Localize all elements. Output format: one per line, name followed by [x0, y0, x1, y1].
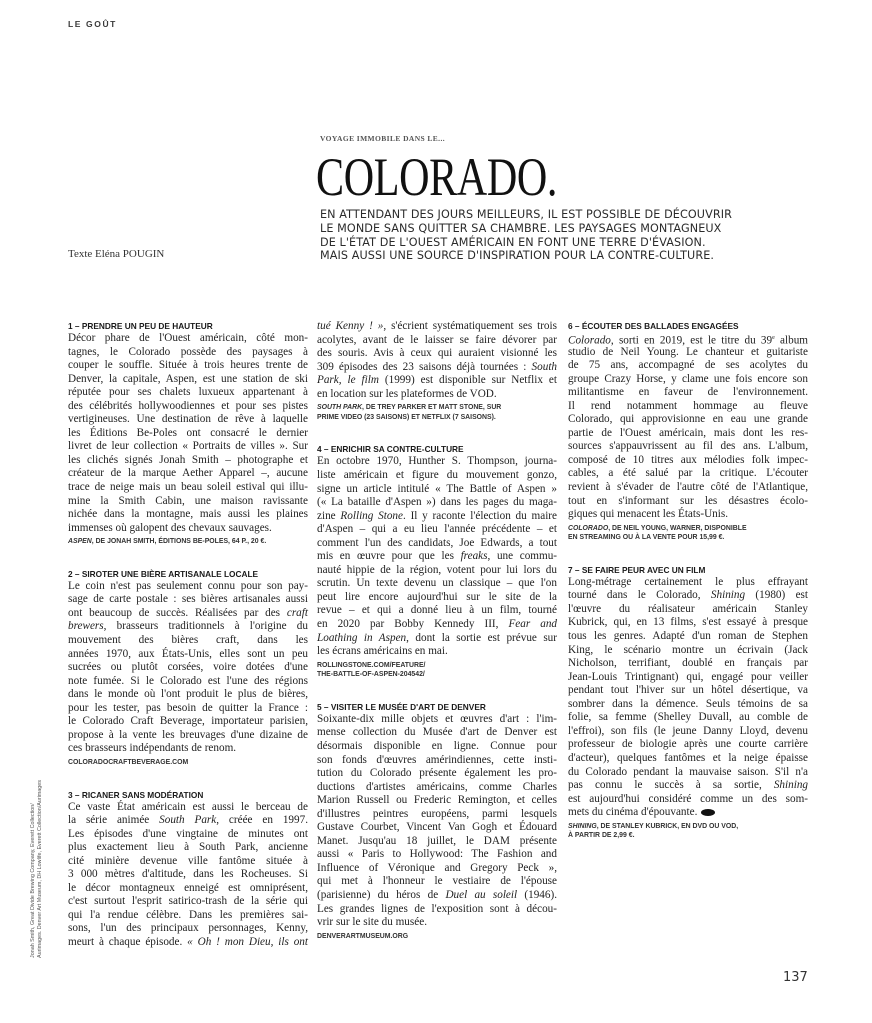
body-line: les écrans américains en mai. — [317, 645, 448, 658]
body-line: couper le souffle. Située à trois heures trente de — [68, 359, 308, 372]
section-heading: 7 – SE FAIRE PEUR AVEC UN FILM — [568, 564, 706, 575]
body-line: tous les genres. Adapté d'un roman de Stephen — [568, 630, 808, 643]
section-link: COLORADOCRAFTBEVERAGE.COM — [68, 758, 189, 766]
body-line: le Colorado Craft Beverage, importateur parisien, — [68, 715, 308, 728]
body-line: cité minière devenue ville fantôme située à — [68, 854, 308, 867]
body-line — [568, 332, 808, 346]
section-link: DENVERARTMUSEUM.ORG — [317, 932, 409, 940]
body-line: Gustave Courbet, Vincent Van Gogh et Édouard — [317, 821, 557, 834]
section-3-continued — [317, 320, 557, 422]
section-body — [68, 332, 308, 535]
body-line: d'acteur), quelques fantômes et la neige épaisse — [568, 751, 808, 764]
body-line — [317, 618, 557, 632]
body-line: Long-métrage certainement le plus effrayant — [568, 575, 808, 588]
author-byline: Texte Eléna POUGIN — [68, 248, 165, 260]
text-run-italic: Duel au soleil — [445, 888, 518, 901]
text-run: ont beaucoup de succès. Réalisées par des — [68, 606, 281, 619]
caption-text: , DE NEIL YOUNG, WARNER, DISPONIBLE — [608, 524, 747, 532]
body-line — [568, 779, 808, 793]
text-run-italic: Shining — [710, 589, 746, 602]
section-heading: 1 – PRENDRE UN PEU DE HAUTEUR — [68, 321, 213, 331]
text-run: , une commu- — [487, 550, 558, 563]
text-run-italic: Shining — [773, 779, 809, 792]
text-run-italic: craft — [286, 606, 308, 619]
text-run: . Il y raconte l'élection du maire — [403, 509, 557, 522]
standfirst-line: MAIS AUSSI UNE SOURCE D'INSPIRATION POUR LA CONTRE-CULTURE. — [320, 249, 715, 263]
caption-text: À PARTIR DE 2,99 €. — [568, 832, 635, 840]
body-line: Influence of Véronique and Gregory Peck », — [317, 861, 557, 874]
text-run-italic: South Park — [159, 814, 217, 827]
section-4 — [317, 443, 557, 679]
section-caption — [568, 524, 808, 543]
body-line: propose à la vente les breuvages d'une dizaine de — [68, 728, 308, 741]
caption-text: , DE JONAH SMITH, ÉDITIONS BE-POLES, 64 P., 20 €. — [91, 538, 267, 546]
body-line: vertigineuses. Une destination de rêve à laquelle — [68, 413, 308, 426]
body-line: des souris. Avis à ceux qui auraient visionné les — [317, 347, 557, 360]
body-line: réputée pour ses chalets luxueux appartenant à — [68, 386, 308, 399]
section-label: LE GOÛT — [68, 19, 117, 29]
body-line — [568, 806, 808, 820]
body-line — [317, 550, 557, 564]
section-7 — [568, 564, 808, 841]
text-run: (1946). — [517, 888, 558, 901]
body-line: acolytes, avant de le laisser se faire dévorer par — [317, 333, 557, 346]
body-line: mouvement des bières craft, dans les — [68, 633, 308, 646]
body-line — [68, 620, 308, 634]
body-line: nauté hippie de la région, votent pour lui lors du — [317, 563, 557, 576]
text-run: , dont la sortie est prévue sur — [406, 631, 558, 644]
text-run-italic: Rolling Stone — [340, 509, 403, 522]
body-line: Les grandes lignes de l'exposition sont à décou- — [317, 902, 557, 915]
body-line: composé de 10 titres aux mélodies folk impec- — [568, 453, 808, 466]
section-body — [317, 455, 557, 658]
body-line: groupe Crazy Horse, y clame une fois encore son — [568, 372, 808, 385]
text-run-italic: « Oh ! mon Dieu, ils ont — [187, 935, 309, 948]
body-line — [68, 814, 308, 828]
body-line: Les épisodes d'une vingtaine de minutes ont — [68, 827, 308, 840]
text-run-italic: freaks — [460, 550, 488, 563]
body-line: trace de neige mais un beau soleil estival qui illu- — [68, 481, 308, 494]
body-line: les clichés signés Jonah Smith – photographe et — [68, 453, 308, 466]
section-heading: 5 – VISITER LE MUSÉE D'ART DE DENVER — [317, 701, 486, 712]
standfirst — [320, 208, 820, 263]
end-of-article-icon — [701, 809, 715, 816]
text-run: (1999) est disponible sur Netflix et — [378, 374, 557, 387]
body-line: liste américain et figure du mouvement gonzo, — [317, 469, 557, 482]
body-line: l'œuvre du réalisateur américain Stanley — [568, 602, 808, 615]
caption-title: COLORADO — [568, 524, 609, 532]
body-line: années 1970, aux États-Unis, elles sont un peu — [68, 647, 308, 660]
body-line: d'Aspen – qui a eu lieu l'année précédente – et — [317, 523, 557, 536]
text-run-italic: brewers — [68, 620, 104, 633]
body-line: immenses où galopent des chevaux sauvages. — [68, 521, 272, 534]
text-run: mets du cinéma d'épouvante. — [568, 806, 698, 819]
text-run-italic: South — [531, 360, 558, 373]
section-caption — [568, 822, 808, 841]
body-line: revient à s'évader de l'autre côté de l'Atlantique, — [568, 481, 808, 494]
section-body — [317, 713, 557, 930]
body-line: revue – et qui a donné lieu à un film, tourné — [317, 604, 557, 617]
body-line: en location sur les plateformes de VOD. — [317, 387, 497, 400]
body-line: sources s'appauvrissent au fil des ans. L'album, — [568, 440, 808, 453]
body-line — [68, 936, 308, 950]
caption-text: , DE STANLEY KUBRICK, EN DVD OU VOD, — [596, 822, 739, 830]
body-line: qui met à l'honneur le vestiaire de l'épouse — [317, 875, 557, 888]
text-run: album — [774, 334, 808, 347]
section-caption — [68, 537, 308, 547]
body-line: Le coin n'est pas seulement connu pour son pay- — [68, 579, 308, 592]
text-run: , s'écrient systématiquement ses trois — [383, 320, 557, 332]
text-run: la série animée — [68, 814, 150, 827]
body-line: le décor montagneux enneigé est omniprésent, — [68, 881, 308, 894]
body-line: Colorado, qui approvisionne en eau une grande — [568, 413, 808, 426]
text-run: zine — [317, 509, 336, 522]
text-run: , sorti en 2019, est le titre du 39 — [610, 334, 773, 347]
text-run: pas connu le succès à sa sortie, — [568, 779, 762, 792]
page-title: COLORADO. — [316, 147, 558, 207]
text-run-italic: tué Kenny ! » — [317, 320, 384, 332]
text-run: (parisienne) du héros de — [317, 888, 439, 901]
body-line: désormais disponible en ligne. Connue pour — [317, 739, 557, 752]
body-line: Nicholson, terrifiant, doublé en français par — [568, 657, 808, 670]
body-line: Manet. Jusqu'au 18 juillet, le DAM présente — [317, 834, 557, 847]
caption-title: SOUTH PARK — [317, 404, 363, 412]
section-3 — [68, 789, 308, 950]
text-run: mis en œuvre pour que les — [317, 550, 454, 563]
section-link — [317, 661, 557, 680]
body-line: son fonds d'œuvres amérindiennes, cette insti- — [317, 753, 557, 766]
photo-credits — [30, 708, 44, 958]
body-line: aussi « Paris to Hollywood: The Fashion and — [317, 848, 557, 861]
body-line: sage de carte postale : ses bières artisanales aussi — [68, 593, 308, 606]
body-line: Décor phare de l'Ouest américain, côté mon- — [68, 332, 308, 344]
credit-line: Aurimages. Denver Art Museum, DH Lowlife, Everett Collection/Aurimages — [37, 780, 43, 958]
body-line: mine la Smith Cabin, une maison ravissante — [68, 494, 308, 507]
page-number: 137 — [783, 970, 808, 985]
body-line: livret de leur collection « Portraits de villes ». Sur — [68, 440, 308, 453]
standfirst-line: EN ATTENDANT DES JOURS MEILLEURS, IL EST POSSIBLE DE DÉCOUVRIR — [320, 208, 732, 221]
body-line: des célébrités hollywoodiennes et pour ses pistes — [68, 399, 308, 412]
caption-text: EN STREAMING OU À LA VENTE POUR 15,99 €. — [568, 534, 725, 542]
caption-title: SHINING — [568, 822, 597, 830]
body-line: l'effroi), son fils (le jeune Danny Lloyd, devenu — [568, 724, 808, 737]
body-line — [317, 361, 557, 375]
body-line: giques qui menacent les États-Unis. — [568, 508, 729, 521]
body-line: professeur de biologie après une courte carrière — [568, 738, 808, 751]
body-line: les Éditions Be-Poles ont consacré le dernier — [68, 426, 308, 439]
body-line: sucrées ou plutôt corsées, voire dotées d'une — [68, 661, 308, 674]
body-line: peut lire encore aujourd'hui sur le site de la — [317, 590, 557, 603]
text-run: (1980) est — [745, 589, 808, 602]
section-heading: 2 – SIROTER UNE BIÈRE ARTISANALE LOCALE — [68, 568, 259, 579]
body-line: En octobre 1970, Hunther S. Thompson, journa- — [317, 455, 557, 468]
section-2 — [68, 568, 308, 768]
section-body — [317, 320, 557, 401]
body-line: Jean-Louis Trintignant) qui, engagé pour veiller — [568, 670, 808, 683]
body-line: ces brasseurs indépendants de renom. — [68, 742, 237, 755]
body-line: Kubrick, qui, en 13 films, s'est essayé à presque — [568, 616, 808, 629]
body-line: mense collection du Musée d'art de Denver est — [317, 726, 557, 739]
body-line: note fumée. Si le Colorado est l'une des régions — [68, 674, 308, 687]
body-line: scrutin. Un texte devenu un classique – que l'on — [317, 577, 557, 590]
text-run-italic: Loathing in Aspen — [317, 631, 407, 644]
text-run: meurt à chaque épisode. — [68, 935, 183, 948]
section-heading: 3 – RICANER SANS MODÉRATION — [68, 789, 204, 800]
credit-line: Jonah Smith, Great Divide Brewing Company, Everett Collection/ — [30, 803, 36, 958]
caption-title: ASPEN — [68, 538, 92, 546]
body-line: plus exactement lieu à South Park, ancienne — [68, 841, 308, 854]
body-line: signe un article intitulé « The Battle of Aspen » — [317, 482, 557, 495]
body-line: tution du Colorado présente également les pro- — [317, 767, 557, 780]
body-line: est aujourd'hui considéré comme un des som- — [568, 792, 808, 805]
body-line: pour les tester, pas besoin de quitter la France : — [68, 701, 308, 714]
body-line: pendant tout l'hiver sur un hôtel désertique, va — [568, 684, 808, 697]
body-line — [68, 607, 308, 621]
text-run: tourné dans le Colorado, — [568, 589, 701, 602]
body-line: dans le monde où l'ont produit le plus de bières, — [68, 688, 308, 701]
body-line: cables, a été salué par la critique. L'écouter — [568, 467, 808, 480]
text-run: 309 épisodes des 23 saisons déjà tournées : — [317, 360, 527, 373]
body-line: tagnes, le Colorado possède des paysages à — [68, 345, 308, 358]
section-heading: 4 – ENRICHIR SA CONTRE-CULTURE — [317, 444, 464, 455]
text-run: en 2020 par Bobby Kennedy III, — [317, 618, 499, 631]
body-line — [317, 374, 557, 388]
section-5 — [317, 701, 557, 941]
caption-text: , DE TREY PARKER ET MATT STONE, SUR — [362, 404, 502, 412]
body-line: nichée dans la montagne, mais aussi les plaines — [68, 508, 308, 521]
standfirst-line: DE L'ÉTAT DE L'OUEST AMÉRICAIN EN FONT UNE TERRE D'ÉVASION. — [320, 235, 706, 249]
kicker: VOYAGE IMMOBILE DANS LE... — [320, 134, 445, 143]
caption-text: PRIME VIDEO (23 SAISONS) ET NETFLIX (7 SAISONS). — [317, 413, 496, 421]
body-line: Ce vaste État américain est aussi le berceau de — [68, 800, 308, 813]
body-line: comment l'un des candidats, Joe Edwards, a tout — [317, 536, 557, 549]
text-run: , créée en 1997. — [216, 814, 308, 827]
section-caption — [317, 403, 557, 422]
superscript: e — [772, 335, 775, 341]
body-line: sons, l'un des principaux personnages, Kenny, — [68, 922, 308, 935]
body-line — [317, 320, 557, 334]
body-line: folie, sa femme (Shelley Duvall, au comble de — [568, 711, 808, 724]
body-line: King, le scénario montre un écrivain (Jack — [568, 643, 808, 656]
text-run-italic: Park, le film — [317, 374, 379, 387]
body-line — [317, 889, 557, 903]
section-heading: 6 – ÉCOUTER DES BALLADES ENGAGÉES — [568, 321, 739, 331]
body-line — [317, 632, 557, 646]
body-line — [568, 589, 808, 603]
body-line: ductions d'artistes américains, comme Charles — [317, 780, 557, 793]
caption-text: ROLLINGSTONE.COM/FEATURE/ — [317, 661, 426, 669]
section-body — [568, 332, 808, 522]
body-line: Marion Russell ou Frederic Remington, et celles — [317, 794, 557, 807]
body-line: sombrer dans la démence. Seuls témoins de sa — [568, 697, 808, 710]
section-body — [568, 576, 808, 820]
body-line: 3 000 mètres d'altitude, dans les Rocheuses. Si — [68, 868, 308, 881]
body-line: du Colorado pendant la mauvaise saison. S'il n'a — [568, 765, 808, 778]
body-line: tout en s'informant sur les désastres écolo- — [568, 494, 808, 507]
body-line: vrir sur le site du musée. — [317, 916, 427, 929]
standfirst-line: LE MONDE SANS QUITTER SA CHAMBRE. LES PAYSAGES MONTAGNEUX — [320, 221, 722, 235]
body-line — [317, 510, 557, 524]
body-line: Soixante-dix mille objets et œuvres d'art : l'im- — [317, 712, 557, 725]
column-1 — [68, 320, 308, 971]
section-1 — [68, 320, 308, 547]
body-line: qui l'a rendue célèbre. Dans les premières sai- — [68, 908, 308, 921]
body-line: Denver, la capitale, Aspen, est une station de ski — [68, 372, 308, 385]
text-run-italic: Fear and — [508, 618, 558, 631]
caption-text: THE-BATTLE-OF-ASPEN-204542/ — [317, 671, 425, 679]
text-run: , brasseurs traditionnels à l'origine du — [103, 620, 308, 633]
section-6 — [568, 320, 808, 543]
column-2 — [317, 320, 557, 962]
body-line: studio de Neil Young. Le chanteur et guitariste — [568, 345, 808, 358]
text-run-italic: Colorado — [568, 334, 611, 347]
body-line: (« La bataille d'Aspen ») dans les pages du maga- — [317, 496, 557, 509]
body-line: Il rend notamment hommage au fleuve — [568, 399, 808, 412]
body-line: militantisme en faveur de l'environnement. — [568, 386, 808, 399]
section-body — [68, 801, 308, 950]
body-line: partie de l'Ouest américain, mais dont les res- — [568, 426, 808, 439]
body-line: d'illustres peintres européens, parmi lesquels — [317, 807, 557, 820]
body-line: c'est surtout l'esprit satirico-trash de la série qui — [68, 895, 308, 908]
body-line: de 75 ans, accompagné de ses acolytes du — [568, 359, 808, 372]
body-line: créateur de la marque Aether Apparel –, aucune — [68, 467, 308, 480]
column-3 — [568, 320, 808, 862]
section-body — [68, 580, 308, 756]
